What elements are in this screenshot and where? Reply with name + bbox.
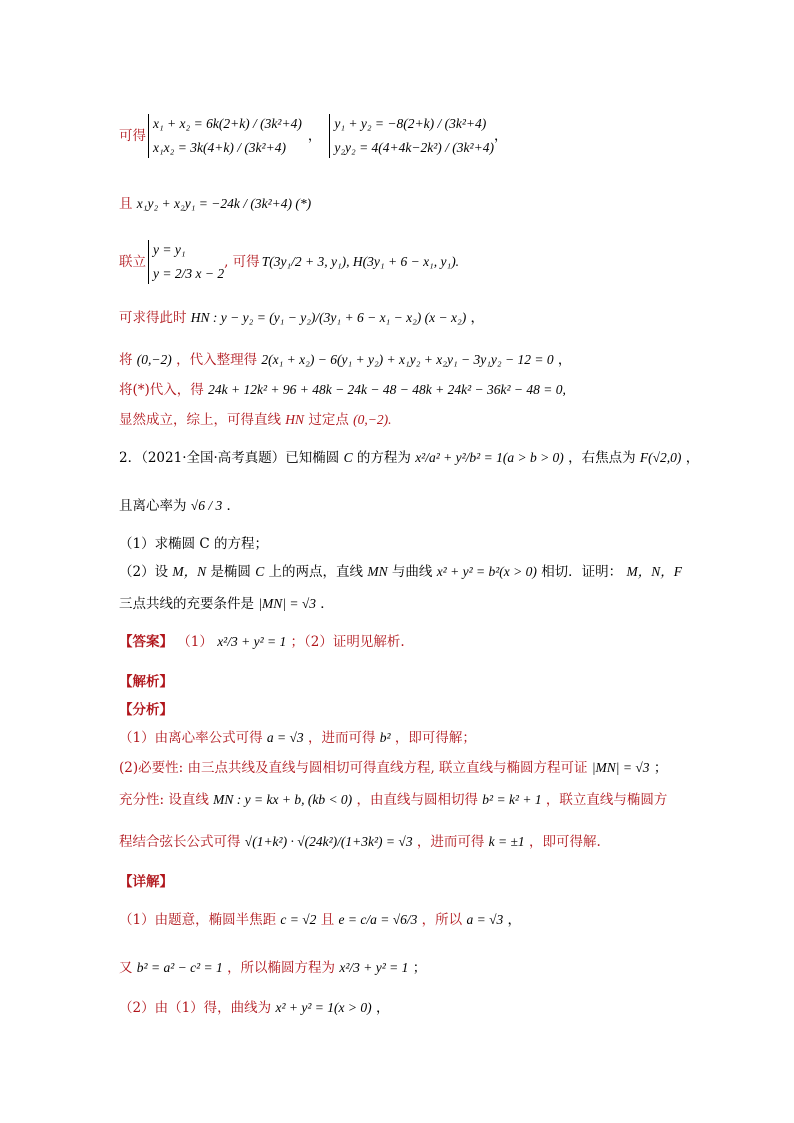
fixed-point: (0,−2). xyxy=(353,412,392,427)
d2e: ； xyxy=(412,960,427,976)
analysis-2 xyxy=(119,758,667,778)
d2c: ，所以椭圆方程为 xyxy=(227,960,336,976)
jiexi-label: 【解析】 xyxy=(119,674,173,690)
d1f: a = √3 xyxy=(466,912,504,927)
an2a: (2)必要性: 由三点共线及直线与圆相切可得直线方程, 联立直线与椭圆方程可证 xyxy=(119,760,588,776)
q2-period: ． xyxy=(226,498,241,514)
end-comma-4: ， xyxy=(470,310,484,326)
answer-eq: x²/3 + y² = 1 xyxy=(217,634,287,649)
an4c: ，进而可得 xyxy=(416,834,485,850)
analysis-3 xyxy=(119,790,667,810)
an3d: b² = k² + 1 xyxy=(482,792,542,807)
an2b: |MN| = √3 xyxy=(591,760,650,775)
an1a: （1）由离心率公式可得 xyxy=(119,730,263,746)
answer-part2: ；（2）证明见解析. xyxy=(290,634,405,650)
q2-p2i: 相切．证明： xyxy=(541,564,623,580)
q2-ellipse-eq: x²/a² + y²/b² = 1(a > b > 0) xyxy=(415,450,564,465)
an2c: ； xyxy=(653,760,668,776)
d2b: b² = a² − c² = 1 xyxy=(136,960,223,975)
end-comma: ， xyxy=(493,128,508,144)
fenxi-label: 【分析】 xyxy=(119,702,173,718)
d1e: ，所以 xyxy=(421,912,463,928)
text-keqiu: 可求得此时 xyxy=(119,310,187,326)
q2-p3b: |MN| = √3 xyxy=(258,596,316,611)
system-lianli-row2: y = 2/3 x − 2 xyxy=(153,266,225,281)
answer-part1: （1） xyxy=(177,634,213,650)
d3b: x² + y² = 1(x > 0) xyxy=(275,1000,372,1015)
q2-p3c: ． xyxy=(320,596,334,612)
q2-p2g: 与曲线 xyxy=(391,564,433,580)
point-0-minus2: (0,−2) xyxy=(136,352,172,367)
q2-p2j: M，N，F xyxy=(626,564,682,579)
text-daiiru: ，代入整理得 xyxy=(176,352,258,368)
an1e: ，即可得解； xyxy=(394,730,476,746)
text-hn: HN xyxy=(285,412,305,427)
d1a: （1）由题意，椭圆半焦距 xyxy=(119,912,277,928)
an4b: √(1+k²) · √(24k²)/(1+3k²) = √3 xyxy=(244,834,413,849)
eq-points-TH: T(3y₁/2 + 3, y₁), H(3y₁ + 6 − x₁, y₁). xyxy=(261,254,460,269)
system-y-row1: y₁ + y₂ = −8(2+k) / (3k²+4) xyxy=(334,116,487,131)
an4d: k = ±1 xyxy=(488,834,525,849)
question-2-part2 xyxy=(119,562,682,582)
text-lianli: 联立 xyxy=(119,254,146,270)
d2d: x²/3 + y² = 1 xyxy=(339,960,409,975)
analysis-1 xyxy=(119,728,476,748)
q2-p3a: 三点共线的充要条件是 xyxy=(119,596,254,612)
an4e: ，即可得解. xyxy=(528,834,601,850)
d1b: c = √2 xyxy=(280,912,317,927)
system-lianli xyxy=(148,240,224,284)
d1d: e = c/a = √6/3 xyxy=(338,912,418,927)
an1c: ，进而可得 xyxy=(307,730,376,746)
line-hn xyxy=(119,308,484,328)
line-star-substitute xyxy=(119,380,566,400)
system-lianli-row1: y = y₁ xyxy=(153,242,186,257)
q2-p2c: 是椭圆 xyxy=(210,564,251,580)
detail-3 xyxy=(119,998,389,1018)
an4a: 程结合弦长公式可得 xyxy=(119,834,241,850)
q2-youjiaodian: ，右焦点为 xyxy=(568,450,636,466)
d1c: 且 xyxy=(320,912,335,928)
q2-ecc-value: √6 / 3 xyxy=(190,498,223,513)
q2-p2h: x² + y² = b²(x > 0) xyxy=(436,564,537,579)
question-2-line1 xyxy=(119,448,699,468)
system-x-row2: x₁x₂ = 3k(4+k) / (3k²+4) xyxy=(153,140,286,155)
system-x xyxy=(148,114,302,158)
text-kede-2: , 可得 xyxy=(224,254,260,270)
answer-label: 【答案】 xyxy=(119,634,173,650)
answer-line xyxy=(119,632,405,652)
text-kede: 可得 xyxy=(119,128,146,144)
q2-fangcheng: 的方程为 xyxy=(356,450,411,466)
analysis-4 xyxy=(119,832,601,852)
an3c: ，由直线与圆相切得 xyxy=(356,792,478,808)
q2-focus: F(√2,0) xyxy=(639,450,682,465)
eq-sum-product: x₁y₂ + x₂y₁ = −24k / (3k²+4) (*) xyxy=(136,196,312,211)
d1g: ， xyxy=(507,912,522,928)
separator: ， xyxy=(307,128,322,144)
q2-p2b: M，N xyxy=(172,564,207,579)
eq-substitute: 2(x₁ + x₂) − 6(y₁ + y₂) + x₁y₂ + x₂y₁ − 3y₁y₂ − 12 = 0 xyxy=(261,352,554,367)
line-lianli xyxy=(119,236,459,288)
an1b: a = √3 xyxy=(266,730,304,745)
q2-C: C xyxy=(343,450,353,465)
d3a: （2）由（1）得，曲线为 xyxy=(119,1000,272,1016)
system-y xyxy=(329,114,494,158)
line-result-system xyxy=(119,100,507,172)
line-sum-product xyxy=(119,194,311,214)
an1d: b² xyxy=(379,730,391,745)
d2a: 又 xyxy=(119,960,133,976)
system-y-row2: y₂y₂ = 4(4+4k−2k²) / (3k²+4) xyxy=(334,140,494,155)
text-jiang: 将 xyxy=(119,352,133,368)
text-conclusion: 显然成立，综上，可得直线 xyxy=(119,412,281,428)
end-comma-5: ， xyxy=(557,352,572,368)
an3a: 充分性: 设直线 xyxy=(119,792,209,808)
an3e: ，联立直线与椭圆方 xyxy=(545,792,668,808)
d3c: ， xyxy=(375,1000,390,1016)
q2-intro: 2．（2021·全国·高考真题）已知椭圆 xyxy=(119,450,340,466)
xiangjie-label: 【详解】 xyxy=(119,874,173,890)
text-qie: 且 xyxy=(119,196,133,212)
q2-ecc-label: 且离心率为 xyxy=(119,498,187,514)
line-substitute xyxy=(119,350,571,370)
question-2-part1 xyxy=(119,534,268,554)
q2-p2a: （2）设 xyxy=(119,564,169,580)
text-jiang-star: 将(*)代入，得 xyxy=(119,382,204,398)
q2-p2e: 上的两点，直线 xyxy=(268,564,364,580)
detail-2 xyxy=(119,958,426,978)
line-conclusion xyxy=(119,410,392,430)
q2-part1-text: （1）求椭圆 C 的方程； xyxy=(119,536,269,552)
an3b: MN : y = kx + b, (kb < 0) xyxy=(213,792,353,807)
question-2-part2-cont xyxy=(119,594,334,614)
detail-1 xyxy=(119,910,521,930)
q2-p2d: C xyxy=(255,564,265,579)
q2-p2f: MN xyxy=(367,564,388,579)
text-guodingdian: 过定点 xyxy=(308,412,349,428)
question-2-line2 xyxy=(119,496,240,516)
eq-hn: HN : y − y₂ = (y₁ − y₂)/(3y₁ + 6 − x₁ − x₂) (x − x₂) xyxy=(190,310,467,325)
system-x-row1: x₁ + x₂ = 6k(2+k) / (3k²+4) xyxy=(153,116,302,131)
q2-comma: ， xyxy=(685,450,700,466)
eq-expanded: 24k + 12k² + 96 + 48k − 24k − 48 − 48k + 24k² − 36k² − 48 = 0, xyxy=(208,382,566,397)
